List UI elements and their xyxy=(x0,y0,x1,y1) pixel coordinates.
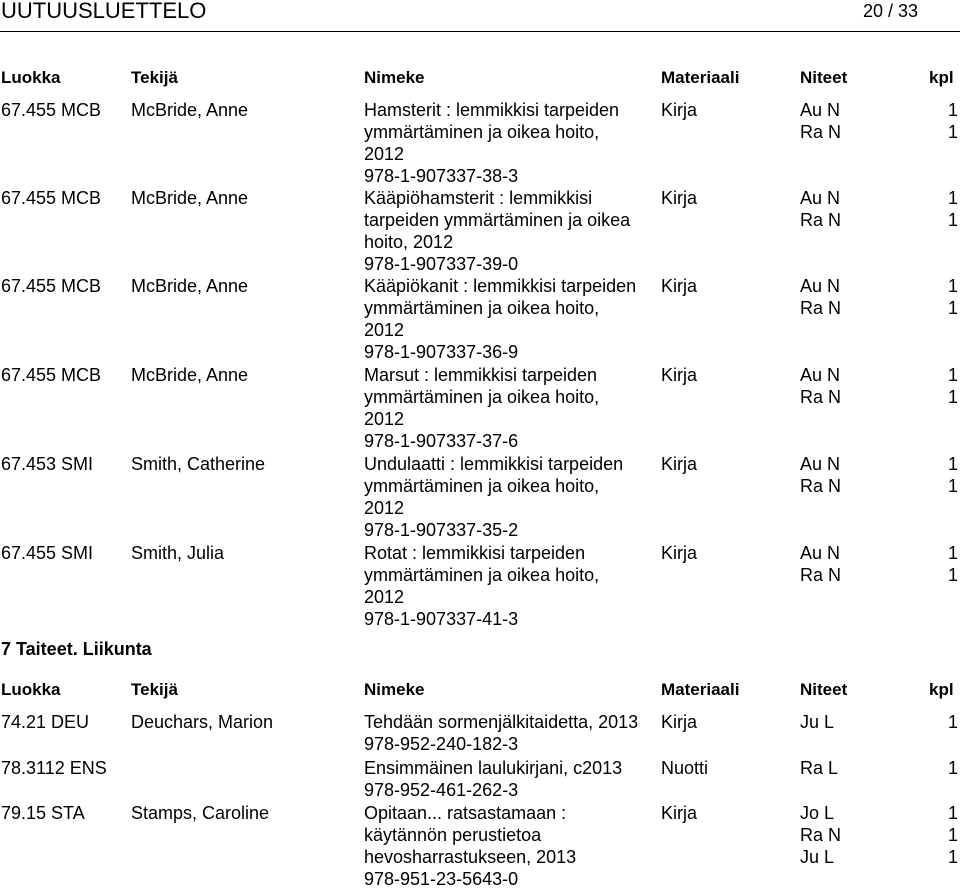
kpl-line: 1 xyxy=(948,543,959,563)
cell-niteet xyxy=(800,364,841,408)
cell-niteet xyxy=(800,757,838,779)
cell-kpl xyxy=(948,802,958,868)
cell-tekija: Deuchars, Marion xyxy=(131,712,274,732)
kpl-line: 1 xyxy=(948,454,959,474)
col-materiaali: Materiaali xyxy=(661,68,740,87)
kpl-line: 1 xyxy=(948,847,959,867)
cell-materiaali: Kirja xyxy=(661,543,698,563)
cell-luokka: 67.455 MCB xyxy=(1,188,102,208)
nimeke-line: ymmärtäminen ja oikea hoito, xyxy=(364,298,600,318)
col-nimeke: Nimeke xyxy=(364,680,425,699)
niteet-line: Au N xyxy=(800,100,841,120)
table-header xyxy=(0,679,960,701)
page-number: 20 / 33 xyxy=(862,1,918,21)
nimeke-line: 978-1-907337-36-9 xyxy=(364,342,519,362)
nimeke-line: Tehdään sormenjälkitaidetta, 2013 xyxy=(364,712,639,732)
cell-kpl xyxy=(948,711,958,733)
nimeke-line: Kääpiökanit : lemmikkisi tarpeiden xyxy=(364,276,637,296)
kpl-line: 1 xyxy=(948,122,959,142)
cell-materiaali: Kirja xyxy=(661,188,698,208)
cell-kpl xyxy=(948,453,958,497)
cell-nimeke xyxy=(364,711,654,755)
col-nimeke: Nimeke xyxy=(364,68,425,87)
cell-materiaali: Kirja xyxy=(661,365,698,385)
cell-tekija: McBride, Anne xyxy=(131,188,249,208)
niteet-line: Ra N xyxy=(800,565,842,585)
kpl-line: 1 xyxy=(948,387,959,407)
nimeke-line: Hamsterit : lemmikkisi tarpeiden xyxy=(364,100,620,120)
cell-luokka: 67.455 MCB xyxy=(1,276,102,296)
niteet-line: Ra N xyxy=(800,387,842,407)
nimeke-line: ymmärtäminen ja oikea hoito, xyxy=(364,387,600,407)
niteet-line: Ra N xyxy=(800,210,842,230)
niteet-line: Ra N xyxy=(800,825,842,845)
cell-materiaali: Kirja xyxy=(661,803,698,823)
kpl-line: 1 xyxy=(948,803,959,823)
niteet-line: Au N xyxy=(800,543,841,563)
kpl-line: 1 xyxy=(948,712,959,732)
cell-materiaali: Kirja xyxy=(661,454,698,474)
cell-nimeke xyxy=(364,757,654,801)
nimeke-line: 2012 xyxy=(364,409,405,429)
niteet-line: Au N xyxy=(800,365,841,385)
cell-niteet xyxy=(800,275,841,319)
cell-kpl xyxy=(948,99,958,143)
nimeke-line: 978-1-907337-39-0 xyxy=(364,254,519,274)
cell-luokka: 67.455 SMI xyxy=(1,543,94,563)
kpl-line: 1 xyxy=(948,298,959,318)
cell-niteet xyxy=(800,802,841,868)
niteet-line: Ju L xyxy=(800,712,835,732)
nimeke-line: ymmärtäminen ja oikea hoito, xyxy=(364,565,600,585)
cell-kpl xyxy=(948,757,958,779)
cell-niteet xyxy=(800,542,841,586)
cell-materiaali: Kirja xyxy=(661,100,698,120)
cell-niteet xyxy=(800,187,841,231)
col-niteet: Niteet xyxy=(800,68,848,87)
col-niteet: Niteet xyxy=(800,680,848,699)
cell-nimeke xyxy=(364,275,654,363)
page-title: UUTUUSLUETTELO xyxy=(1,0,207,23)
cell-luokka: 67.453 SMI xyxy=(1,454,94,474)
cell-niteet xyxy=(800,711,834,733)
kpl-line: 1 xyxy=(948,210,959,230)
niteet-line: Ju L xyxy=(800,847,835,867)
section-title: 7 Taiteet. Liikunta xyxy=(1,639,152,659)
nimeke-line: 978-952-461-262-3 xyxy=(364,780,519,800)
nimeke-line: Rotat : lemmikkisi tarpeiden xyxy=(364,543,586,563)
nimeke-line: 978-1-907337-38-3 xyxy=(364,166,519,186)
nimeke-line: Kääpiöhamsterit : lemmikkisi xyxy=(364,188,593,208)
nimeke-line: Opitaan... ratsastamaan : xyxy=(364,803,567,823)
kpl-line: 1 xyxy=(948,276,959,296)
nimeke-line: 978-951-23-5643-0 xyxy=(364,869,519,889)
cell-niteet xyxy=(800,453,841,497)
cell-kpl xyxy=(948,364,958,408)
nimeke-line: Undulaatti : lemmikkisi tarpeiden xyxy=(364,454,624,474)
col-materiaali: Materiaali xyxy=(661,680,740,699)
header-divider xyxy=(0,31,960,32)
cell-luokka: 74.21 DEU xyxy=(1,712,90,732)
nimeke-line: käytännön perustietoa xyxy=(364,825,542,845)
niteet-line: Au N xyxy=(800,276,841,296)
nimeke-line: 978-952-240-182-3 xyxy=(364,734,519,754)
cell-kpl xyxy=(948,275,958,319)
cell-nimeke xyxy=(364,364,654,452)
col-tekija: Tekijä xyxy=(131,68,178,87)
nimeke-line: 2012 xyxy=(364,498,405,518)
cell-nimeke xyxy=(364,187,654,275)
cell-tekija: McBride, Anne xyxy=(131,365,249,385)
cell-kpl xyxy=(948,187,958,231)
cell-luokka: 67.455 MCB xyxy=(1,365,102,385)
cell-tekija: Stamps, Caroline xyxy=(131,803,270,823)
cell-luokka: 78.3112 ENS xyxy=(1,758,107,778)
kpl-line: 1 xyxy=(948,100,959,120)
nimeke-line: ymmärtäminen ja oikea hoito, xyxy=(364,122,600,142)
nimeke-line: tarpeiden ymmärtäminen ja oikea xyxy=(364,210,631,230)
kpl-line: 1 xyxy=(948,365,959,385)
kpl-line: 1 xyxy=(948,758,959,778)
table-header xyxy=(0,67,960,89)
col-tekija: Tekijä xyxy=(131,680,178,699)
col-kpl: kpl xyxy=(929,68,954,87)
nimeke-line: 978-1-907337-37-6 xyxy=(364,431,519,451)
cell-tekija: McBride, Anne xyxy=(131,276,249,296)
niteet-line: Ra L xyxy=(800,758,839,778)
cell-materiaali: Nuotti xyxy=(661,758,709,778)
cell-materiaali: Kirja xyxy=(661,712,698,732)
cell-tekija: McBride, Anne xyxy=(131,100,249,120)
nimeke-line: 978-1-907337-35-2 xyxy=(364,520,519,540)
cell-tekija: Smith, Julia xyxy=(131,543,225,563)
nimeke-line: 978-1-907337-41-3 xyxy=(364,609,519,629)
cell-luokka: 79.15 STA xyxy=(1,803,85,823)
nimeke-line: Marsut : lemmikkisi tarpeiden xyxy=(364,365,598,385)
col-luokka: Luokka xyxy=(1,68,61,87)
nimeke-line: hoito, 2012 xyxy=(364,232,454,252)
niteet-line: Ra N xyxy=(800,476,842,496)
nimeke-line: Ensimmäinen laulukirjani, c2013 xyxy=(364,758,623,778)
kpl-line: 1 xyxy=(948,188,959,208)
kpl-line: 1 xyxy=(948,476,959,496)
cell-niteet xyxy=(800,99,841,143)
cell-nimeke xyxy=(364,542,654,630)
niteet-line: Ra N xyxy=(800,298,842,318)
niteet-line: Jo L xyxy=(800,803,835,823)
kpl-line: 1 xyxy=(948,565,959,585)
col-luokka: Luokka xyxy=(1,680,61,699)
col-kpl: kpl xyxy=(929,680,954,699)
cell-nimeke xyxy=(364,99,654,187)
nimeke-line: 2012 xyxy=(364,587,405,607)
nimeke-line: hevosharrastukseen, 2013 xyxy=(364,847,577,867)
nimeke-line: 2012 xyxy=(364,144,405,164)
cell-nimeke xyxy=(364,453,654,541)
niteet-line: Au N xyxy=(800,188,841,208)
nimeke-line: 2012 xyxy=(364,320,405,340)
niteet-line: Au N xyxy=(800,454,841,474)
cell-nimeke xyxy=(364,802,654,890)
nimeke-line: ymmärtäminen ja oikea hoito, xyxy=(364,476,600,496)
cell-materiaali: Kirja xyxy=(661,276,698,296)
kpl-line: 1 xyxy=(948,825,959,845)
cell-tekija: Smith, Catherine xyxy=(131,454,266,474)
cell-kpl xyxy=(948,542,958,586)
cell-luokka: 67.455 MCB xyxy=(1,100,102,120)
niteet-line: Ra N xyxy=(800,122,842,142)
